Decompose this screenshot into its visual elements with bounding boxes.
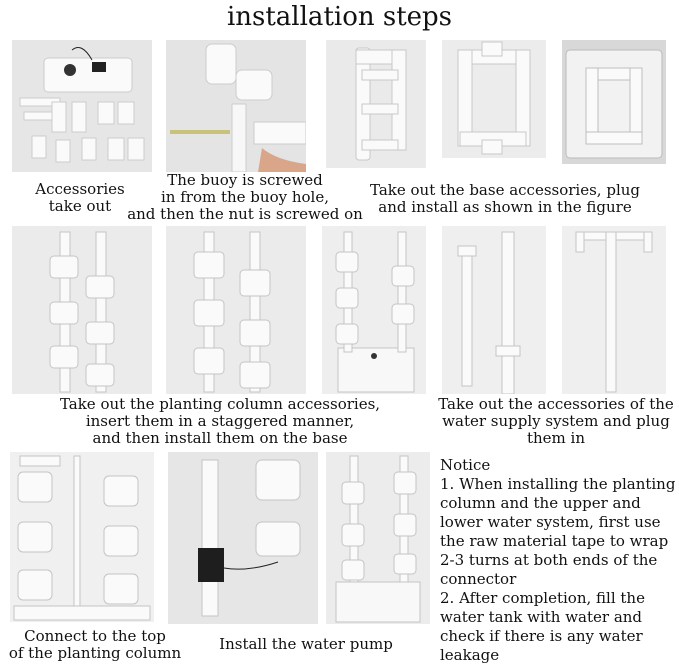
notice-line: water tank with water and (440, 608, 643, 626)
notice-line: column and the upper and (440, 494, 641, 512)
caption-water-supply: Take out the accessories of the water supply system and plug them in (438, 395, 674, 447)
notice-heading: Notice (440, 456, 491, 474)
notice-line: 1. When installing the planting (440, 475, 676, 493)
caption-base: Take out the base accessories, plug and install as shown in the figure (369, 181, 640, 216)
buoy-photo (166, 40, 306, 172)
caption-buoy: The buoy is screwed in from the buoy hole, and then the nut is screwed on (127, 171, 363, 223)
notice-line: 2-3 turns at both ends of the (440, 551, 658, 569)
planting-column-on-base-photo (322, 226, 426, 394)
notice-line: the raw material tape to wrap (440, 532, 669, 550)
base-assembly-photo-2 (442, 40, 546, 158)
notice-block (440, 456, 676, 665)
notice-line: 2. After completion, fill the (440, 589, 645, 607)
planting-column-photo-1 (12, 226, 152, 394)
water-pump-photo (168, 452, 318, 624)
page-title: installation steps (226, 2, 453, 32)
connect-top-photo (10, 452, 154, 622)
base-assembly-photo-1 (326, 40, 426, 168)
water-supply-photo-1 (442, 226, 546, 394)
caption-accessories: Accessories take out (35, 180, 125, 215)
accessories-photo (12, 40, 152, 172)
caption-pump: Install the water pump (219, 635, 393, 653)
base-in-tank-photo (562, 40, 666, 164)
notice-line: check if there is any water (440, 627, 643, 645)
notice-line: lower water system, first use (440, 513, 661, 531)
notice-line: leakage (440, 646, 500, 664)
notice-line: connector (440, 570, 517, 588)
planting-column-photo-2 (166, 226, 306, 394)
caption-connect: Connect to the top of the planting column (8, 627, 182, 662)
water-supply-photo-2 (562, 226, 666, 394)
caption-planting: Take out the planting column accessories, insert them in a staggered manner, and then install them on the base (59, 395, 381, 447)
finished-tower-photo (326, 452, 430, 624)
